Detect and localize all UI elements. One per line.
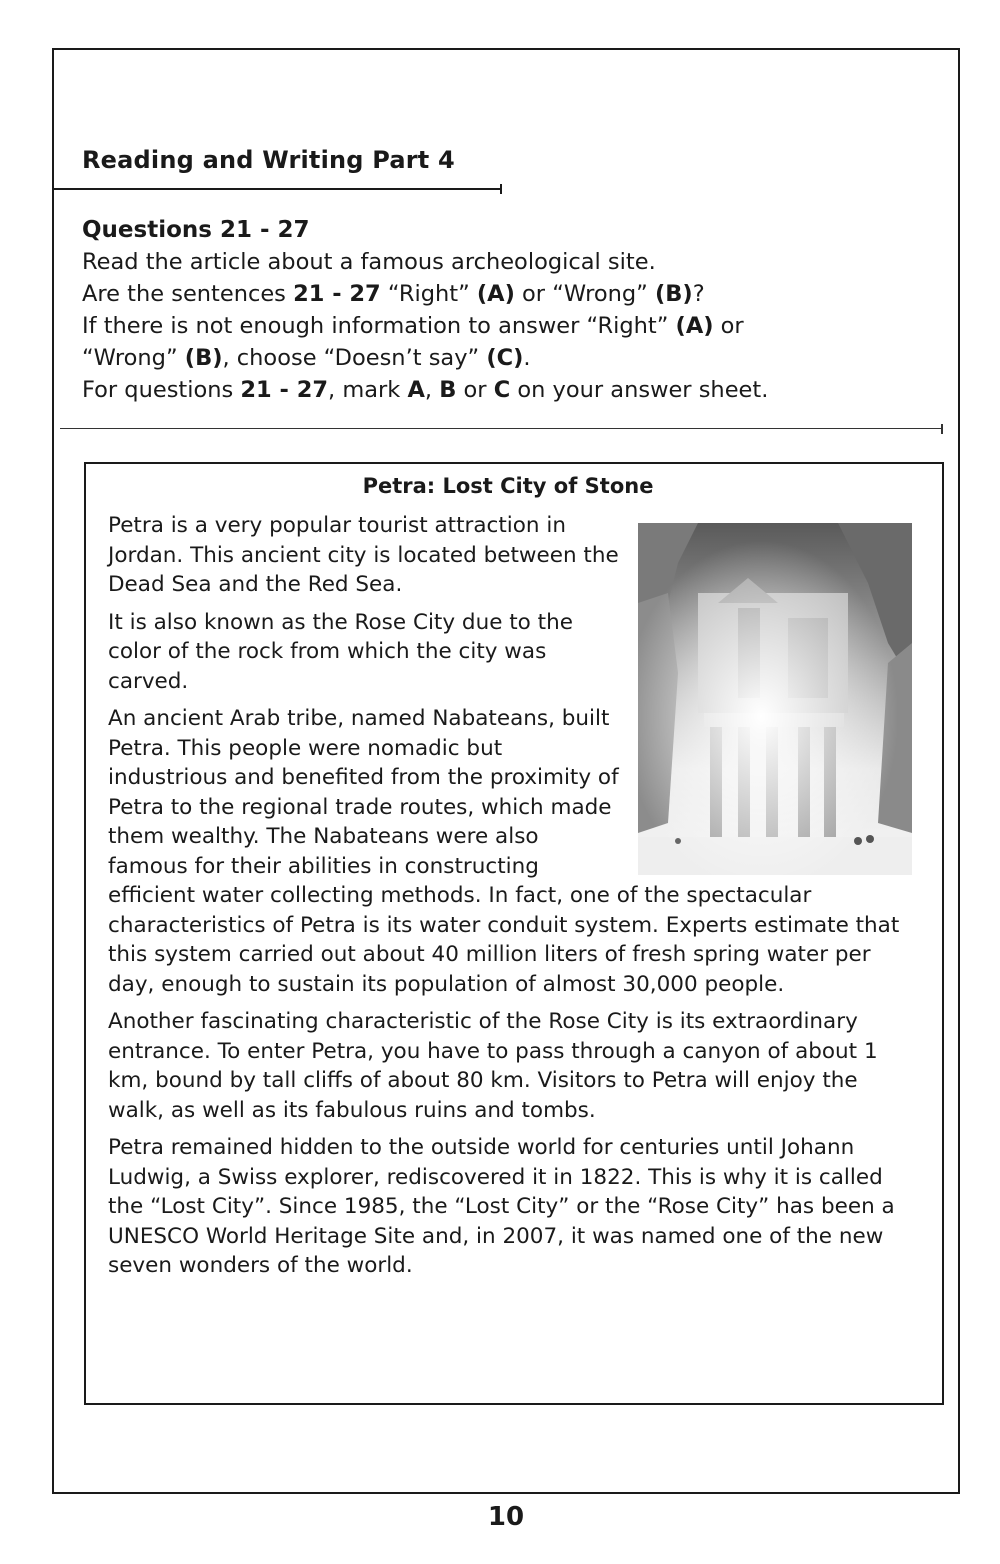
article-paragraph-3: An ancient Arab tribe, named Nabateans, built Petra. This people were nomadic but industrious and benefited from the proximity of Petra to the regional trade routes, which made them wealthy. The Nabateans were also famous for their abilities in constructing efficient water collecting methods. In fact, one of the spectacular characteristics of Petra is its water conduit system. Experts estimate that this system carried out about 40 million liters of fresh spring water per day, enough to sustain its population of almost 30,000 people. <box>108 706 900 997</box>
article-paragraph-5: Petra remained hidden to the outside world for centuries until Johann Ludwig, a Swiss explorer, rediscovered it in 1822. This is why it is called the “Lost City”. Since 1985, the “Lost City” or the “Rose City” has been a UNESCO World Heritage Site and, in 2007, it was named one of the new seven wonders of the world. <box>108 1135 895 1278</box>
page-number: 10 <box>487 1502 525 1532</box>
article-paragraph-1: Petra is a very popular tourist attraction in Jordan. This ancient city is located between the Dead Sea and the Red Sea. <box>108 513 619 597</box>
section-title: Reading and Writing Part 4 <box>82 146 455 174</box>
instruction-line-4: “Wrong” (B), choose “Doesn’t say” (C). <box>82 345 531 371</box>
instructions-divider <box>60 428 942 429</box>
petra-treasury-photo <box>638 523 912 875</box>
article-paragraph-4: Another fascinating characteristic of the Rose City is its extraordinary entrance. To enter Petra, you have to pass through a canyon of about 1 km, bound by tall cliffs of about 80 km. Visitors to Petra will enjoy the walk, as well as its fabulous ruins and tombs. <box>108 1009 878 1123</box>
article-title: Petra: Lost City of Stone <box>362 474 654 498</box>
article-paragraph-2: It is also known as the Rose City due to the color of the rock from which the city was carved. <box>108 609 573 694</box>
instruction-line-1: Read the article about a famous archeological site. <box>82 249 656 275</box>
article-body <box>108 511 920 1289</box>
instruction-line-5: For questions 21 - 27, mark A, B or C on your answer sheet. <box>82 377 769 403</box>
instruction-line-3: If there is not enough information to answer “Right” (A) or <box>82 313 744 339</box>
instruction-line-2: Are the sentences 21 - 27 “Right” (A) or “Wrong” (B)? <box>82 281 705 307</box>
instructions <box>82 214 942 406</box>
title-underline <box>54 188 500 190</box>
questions-heading: Questions 21 - 27 <box>82 217 310 243</box>
